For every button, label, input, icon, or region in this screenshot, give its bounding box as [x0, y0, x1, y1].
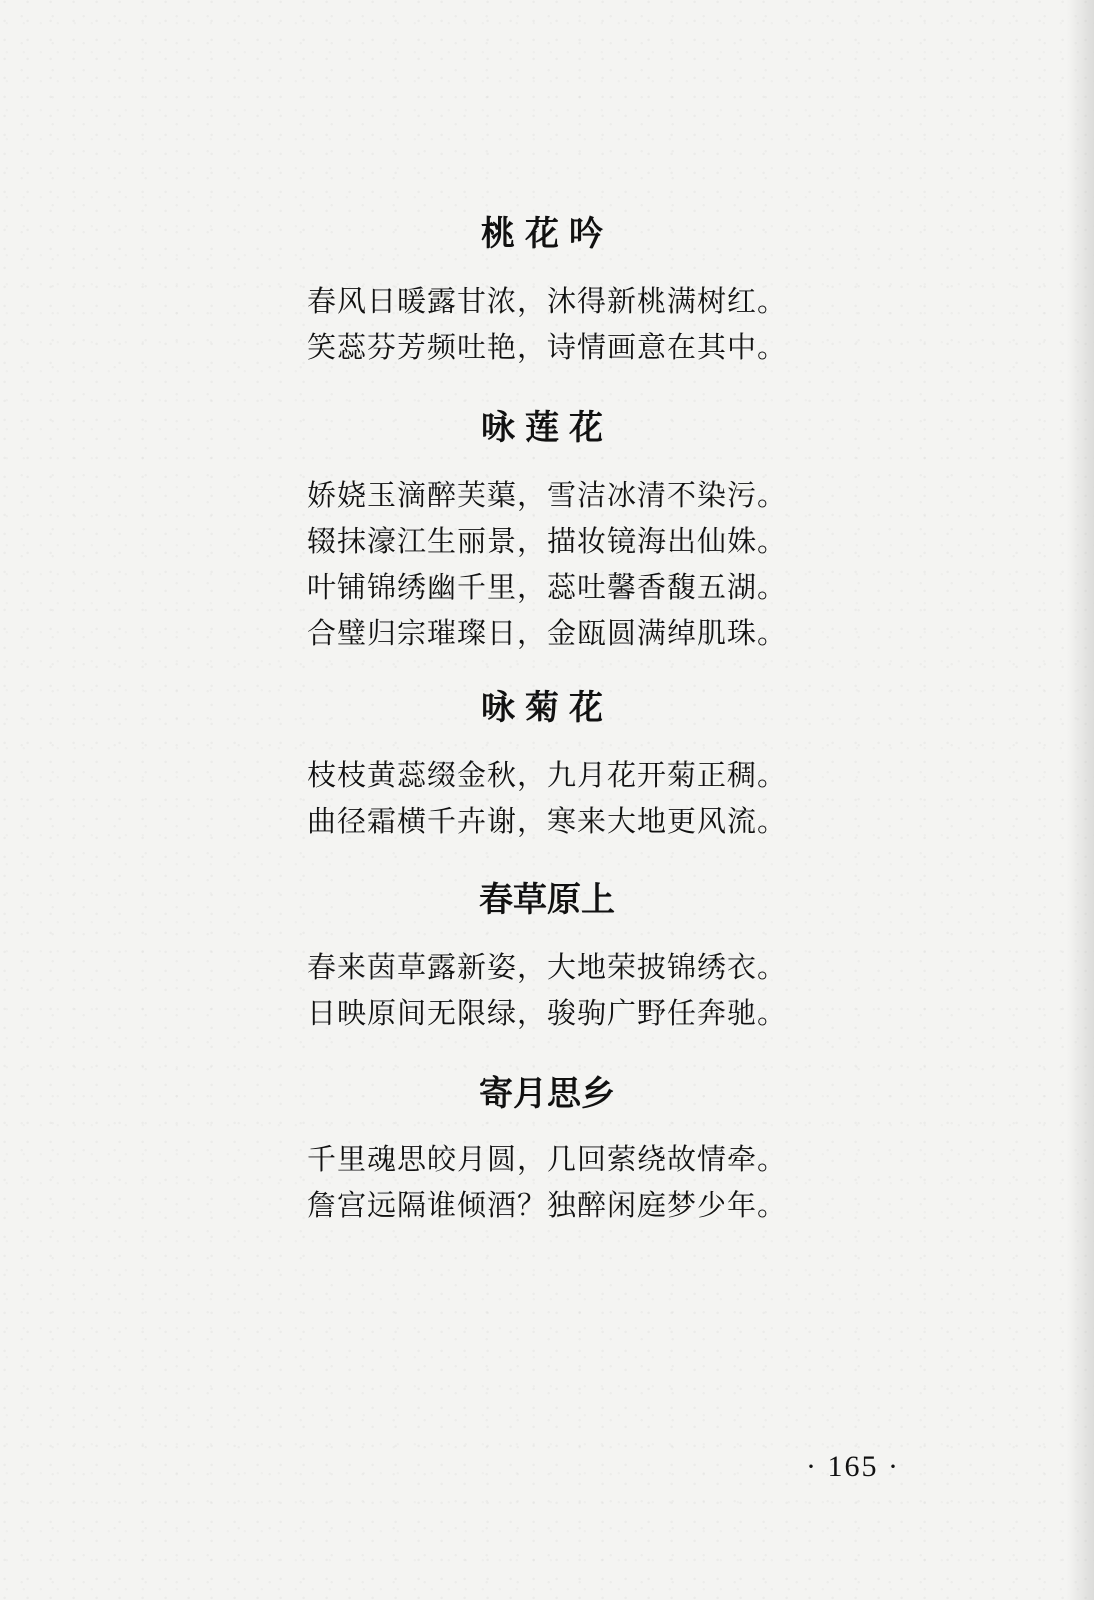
page-number: · 165 · — [806, 1450, 900, 1483]
verse-line: 曲径霜横千卉谢，寒来大地更风流。 — [306, 804, 787, 838]
verse-line: 枝枝黄蕊缀金秋，九月花开菊正稠。 — [306, 758, 787, 792]
poem-title: 咏菊花 — [481, 688, 613, 728]
poem-body — [0, 752, 1094, 844]
poem-title: 咏莲花 — [481, 408, 613, 448]
verse-line: 春风日暖露甘浓，沐得新桃满树红。 — [306, 284, 787, 318]
poem-title: 春草原上 — [479, 880, 615, 920]
poem-body — [0, 472, 1094, 656]
poem-title: 寄月思乡 — [479, 1074, 615, 1114]
verse-line: 娇娆玉滴醉芙蕖，雪洁冰清不染污。 — [306, 478, 787, 512]
poem-body — [0, 944, 1094, 1036]
poem-body — [0, 278, 1094, 370]
poem-body — [0, 1136, 1094, 1228]
verse-line: 春来茵草露新姿，大地荣披锦绣衣。 — [306, 950, 787, 984]
poem-title: 桃花吟 — [481, 214, 613, 254]
verse-line: 辍抹濠江生丽景，描妆镜海出仙姝。 — [306, 524, 787, 558]
verse-line: 笑蕊芬芳频吐艳，诗情画意在其中。 — [306, 330, 787, 364]
verse-line: 詹宫远隔谁倾酒？独醉闲庭梦少年。 — [306, 1188, 787, 1222]
verse-line: 千里魂思皎月圆，几回萦绕故情牵。 — [306, 1142, 787, 1176]
verse-line: 日映原间无限绿，骏驹广野任奔驰。 — [306, 996, 787, 1030]
verse-line: 叶铺锦绣幽千里，蕊吐馨香馥五湖。 — [306, 570, 787, 604]
verse-line: 合璧归宗璀璨日，金瓯圆满绰肌珠。 — [306, 616, 787, 650]
